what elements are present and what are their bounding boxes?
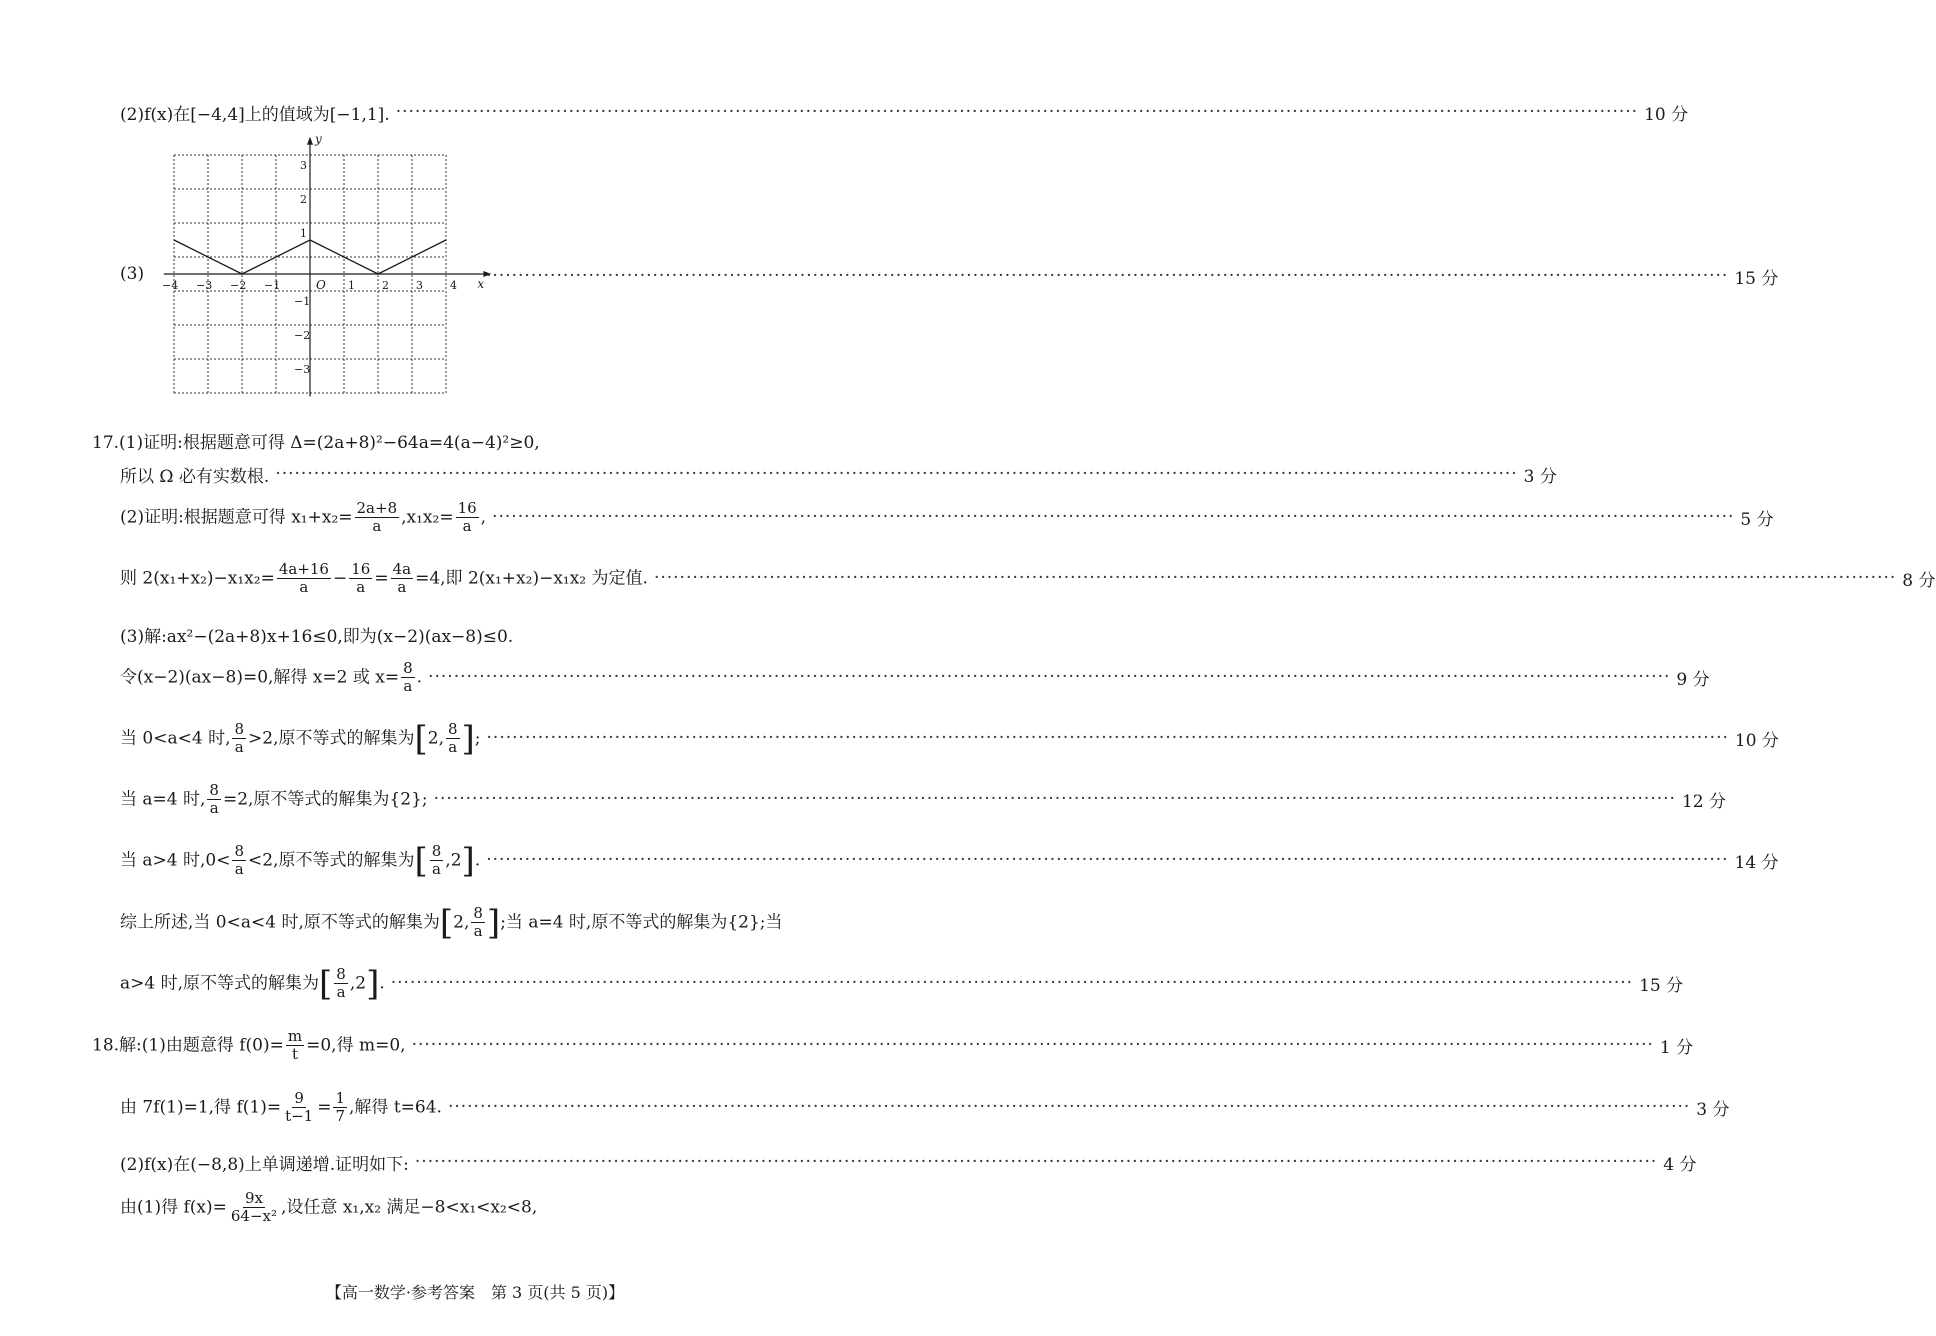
x-tick-label: −1 [264, 279, 281, 292]
y-tick-label: −2 [294, 329, 311, 342]
fraction: $\frac{8}{a}$ [234, 720, 245, 757]
leader-dots [391, 975, 1633, 992]
x-tick-label: 1 [348, 279, 355, 292]
x-tick-label: −3 [196, 279, 213, 292]
y-axis-arrow [307, 137, 313, 145]
leader-dots [412, 1037, 1654, 1054]
y-tick-label: 1 [300, 227, 307, 240]
tick-labels [162, 132, 484, 376]
fraction: $\frac{8}{a}$ [336, 965, 346, 1002]
x-axis-label: x [477, 277, 485, 291]
leader-dots [486, 852, 1728, 869]
fraction: $\frac{16}{a}$ [351, 560, 371, 597]
q18-line1: 18.解:(1)由题意得 f(0)= $\frac{m}{t}$ =0,得 m=0, ····· 1 分 [92, 1028, 860, 1064]
y-axis-label: y [315, 131, 322, 146]
page-footer: 【高一数学·参考答案 第 3 页(共 5 页)】 [325, 1283, 625, 1302]
x-tick-label: −2 [230, 279, 247, 292]
score: 4 分 [1663, 1155, 1697, 1175]
q17-line1: 17.(1)证明:根据题意可得 Δ=(2a+8)²−64a=4(a−4)²≥0, [92, 433, 540, 453]
q17-line8: 当 a=4 时, $\frac{8}{a}$ =2,原不等式的解集为{2}; ····· 12 分 [120, 782, 860, 818]
leader-dots [275, 466, 1517, 483]
fraction: $\frac{8}{a}$ [234, 842, 245, 879]
q17-line9: 当 a>4 时,0< $\frac{8}{a}$ <2,原不等式的解集为[ $\frac{8}{a}$ ,2]. ····· 14 分 [120, 843, 860, 879]
fraction: $\frac{8}{a}$ [431, 842, 442, 879]
score: 9 分 [1676, 670, 1710, 691]
fraction: $\frac{16}{a}$ [457, 499, 477, 536]
score: 14 分 [1734, 853, 1779, 874]
y-tick-label: 2 [300, 193, 307, 206]
q18-line3: (2)f(x)在(−8,8)上单调递增.证明如下: ····· 4 分 [120, 1150, 860, 1175]
score: 3 分 [1523, 467, 1557, 487]
score: 8 分 [1902, 571, 1936, 592]
fraction: $\frac{8}{a}$ [209, 781, 219, 818]
score: 15 分 [1734, 269, 1779, 289]
fraction: $\frac{4a+16}{a}$ [278, 560, 329, 597]
axes [164, 137, 492, 397]
q17-line10: 综上所述,当 0<a<4 时,原不等式的解集为[2, $\frac{8}{a}$ ];当 a=4 时,原不等式的解集为{2};当 [120, 902, 783, 943]
fraction: $\frac{1}{7}$ [335, 1089, 346, 1126]
fraction: $\frac{2a+8}{a}$ [356, 499, 398, 536]
q16-part3-score-row [486, 264, 1779, 289]
y-tick-label: −1 [294, 295, 311, 308]
q16-part2-text: (2)f(x)在[−4,4]上的值域为[−1,1]. [120, 105, 390, 125]
q17-line4: 则 2(x₁+x₂)−x₁x₂= $\frac{4a+16}{a}$ − $\frac{16}{a}$ = $\frac{4a}{a}$ =4,即 2(x₁+x₂)−x₁x₂ 为定值. ····· 8 分 [120, 561, 860, 597]
q17-line3: (2)证明:根据题意可得 x₁+x₂= $\frac{2a+8}{a}$ ,x₁x₂= $\frac{16}{a}$ , ····· 5 分 [120, 500, 860, 536]
leader-dots [487, 730, 1729, 747]
score: 1 分 [1659, 1038, 1694, 1059]
score: 15 分 [1639, 976, 1684, 997]
fraction: $\frac{9x}{\text{64−x²}}$ [230, 1189, 278, 1226]
leader-dots [415, 1154, 1657, 1171]
q17-line2: 所以 Ω 必有实数根. ····· 3 分 [120, 462, 860, 487]
fraction: $\frac{8}{a}$ [473, 904, 483, 941]
leader-dots [428, 669, 1670, 686]
x-tick-label: 2 [382, 279, 389, 292]
score: 3 分 [1696, 1100, 1730, 1121]
q16-part2-row [120, 100, 1689, 125]
q17-line11: a>4 时,原不等式的解集为[ $\frac{8}{a}$ ,2]. ····· 15 分 [120, 966, 860, 1002]
leader-dots [396, 104, 1638, 121]
leader-dots [492, 509, 1734, 526]
y-tick-label: 3 [300, 159, 307, 172]
q17-line6: 令(x−2)(ax−8)=0,解得 x=2 或 x= $\frac{8}{a}$ . ····· 9 分 [120, 660, 860, 696]
score: 5 分 [1740, 510, 1774, 531]
fraction: $\frac{8}{a}$ [403, 659, 413, 696]
q18-line4: 由(1)得 f(x)= $\frac{9x}{\text{64−x²}}$ ,设任意 x₁,x₂ 满足−8<x₁<x₂<8, [120, 1189, 538, 1226]
y-tick-label: −3 [294, 363, 311, 376]
q18-line2: 由 7f(1)=1,得 f(1)= $\frac{9}{t-1}$ = $\frac{1}{7}$ ,解得 t=64. ····· 3 分 [120, 1090, 860, 1126]
fraction: $\frac{8}{a}$ [447, 720, 458, 757]
fraction: $\frac{9}{t-1}$ [285, 1089, 314, 1126]
x-tick-label: 3 [416, 279, 423, 292]
leader-dots [448, 1099, 1690, 1116]
x-tick-label: 4 [450, 279, 457, 292]
x-tick-label: −4 [162, 279, 179, 292]
fraction: $\frac{4a}{a}$ [392, 560, 412, 597]
leader-dots [434, 791, 1676, 808]
origin-label: O [316, 278, 326, 292]
q16-part3-label: (3) [120, 264, 145, 284]
leader-dots [654, 570, 1896, 587]
q17-line5: (3)解:ax²−(2a+8)x+16≤0,即为(x−2)(ax−8)≤0. [120, 627, 514, 647]
score: 10 分 [1734, 731, 1779, 752]
function-graph [120, 131, 490, 410]
q17-line7: 当 0<a<4 时, $\frac{8}{a}$ >2,原不等式的解集为[2, $\frac{8}{a}$ ]; ····· 10 分 [120, 721, 860, 757]
fraction: $\frac{m}{t}$ [287, 1027, 303, 1064]
score: 10 分 [1644, 105, 1689, 125]
score: 12 分 [1681, 792, 1726, 813]
leader-dots [486, 268, 1728, 285]
